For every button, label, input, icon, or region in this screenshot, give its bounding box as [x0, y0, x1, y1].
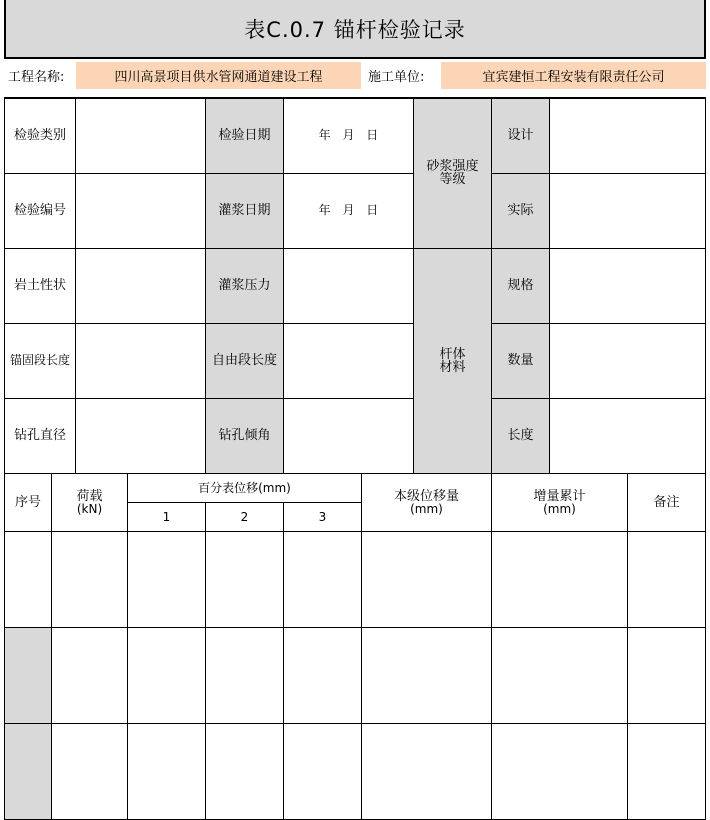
hole-diameter-value[interactable]	[76, 398, 206, 473]
row-seq-cell[interactable]	[5, 724, 52, 820]
row-cell[interactable]	[284, 724, 362, 820]
dial-col-2: 2	[206, 503, 284, 532]
inspection-date-label: 检验日期	[206, 98, 284, 173]
project-name-label: 工程名称:	[4, 62, 76, 89]
row-cell[interactable]	[362, 724, 492, 820]
mortar-strength-line1: 砂浆强度	[426, 159, 479, 175]
spec-label: 规格	[492, 248, 550, 323]
contractor-value: 宜宾建恒工程安装有限责任公司	[441, 62, 706, 89]
row-cell[interactable]	[206, 628, 284, 724]
dial-col-3: 3	[284, 503, 362, 532]
actual-value[interactable]	[550, 173, 706, 248]
remarks-header: 备注	[628, 474, 706, 532]
cumulative-unit: (mm)	[543, 501, 576, 516]
length-label: 长度	[492, 398, 550, 473]
row-cell[interactable]	[52, 628, 128, 724]
inspection-no-label: 检验编号	[5, 173, 76, 248]
row-cell[interactable]	[492, 532, 628, 628]
anchor-length-value[interactable]	[76, 323, 206, 398]
grouting-date-label: 灌浆日期	[206, 173, 284, 248]
dial-col-1: 1	[128, 503, 206, 532]
row-seq-cell[interactable]	[5, 532, 52, 628]
rod-material-label	[414, 248, 492, 473]
load-header-unit: (kN)	[76, 501, 103, 516]
table-row	[5, 532, 706, 628]
anchor-length-label: 锚固段长度	[5, 323, 76, 398]
grouting-date-value[interactable]: 年 月 日	[284, 173, 414, 248]
row-cell[interactable]	[628, 724, 706, 820]
row-cell[interactable]	[362, 532, 492, 628]
row-cell[interactable]	[128, 532, 206, 628]
grouting-pressure-label: 灌浆压力	[206, 248, 284, 323]
seq-header: 序号	[5, 474, 52, 532]
inspection-info-table	[4, 97, 706, 474]
row-cell[interactable]	[628, 628, 706, 724]
hole-diameter-label: 钻孔直径	[5, 398, 76, 473]
row-cell[interactable]	[284, 628, 362, 724]
project-name-value: 四川高景项目供水管网通道建设工程	[76, 62, 361, 89]
contractor-label: 施工单位:	[363, 62, 439, 89]
row-cell[interactable]	[362, 628, 492, 724]
free-length-value[interactable]	[284, 323, 414, 398]
hole-angle-value[interactable]	[284, 398, 414, 473]
quantity-value[interactable]	[550, 323, 706, 398]
soil-property-label: 岩土性状	[5, 248, 76, 323]
row-cell[interactable]	[52, 532, 128, 628]
cumulative-line1: 增量累计	[533, 488, 586, 504]
design-value[interactable]	[550, 98, 706, 173]
row-cell[interactable]	[52, 724, 128, 820]
row-cell[interactable]	[628, 532, 706, 628]
dial-displacement-header: 百分表位移(mm)	[128, 474, 362, 503]
spec-value[interactable]	[550, 248, 706, 323]
design-label: 设计	[492, 98, 550, 173]
row-cell[interactable]	[206, 724, 284, 820]
level-displacement-header	[362, 474, 492, 532]
load-header	[52, 474, 128, 532]
free-length-label: 自由段长度	[206, 323, 284, 398]
quantity-label: 数量	[492, 323, 550, 398]
length-value[interactable]	[550, 398, 706, 473]
hole-angle-label: 钻孔倾角	[206, 398, 284, 473]
table-row	[5, 628, 706, 724]
row-cell[interactable]	[284, 532, 362, 628]
displacement-table	[4, 473, 706, 820]
level-displacement-unit: (mm)	[410, 501, 443, 516]
mortar-strength-label	[414, 98, 492, 248]
inspection-no-value[interactable]	[76, 173, 206, 248]
rod-material-line1: 杆体	[439, 346, 466, 362]
rod-material-line2: 材料	[439, 359, 466, 375]
row-seq-cell[interactable]	[5, 628, 52, 724]
inspection-date-value[interactable]: 年 月 日	[284, 98, 414, 173]
table-row	[5, 724, 706, 820]
mortar-strength-line2: 等级	[439, 172, 466, 188]
inspection-type-value[interactable]	[76, 98, 206, 173]
row-cell[interactable]	[492, 724, 628, 820]
grouting-pressure-value[interactable]	[284, 248, 414, 323]
page-title: 表C.0.7 锚杆检验记录	[4, 0, 706, 59]
level-displacement-line1: 本级位移量	[393, 488, 459, 504]
cumulative-header	[492, 474, 628, 532]
actual-label: 实际	[492, 173, 550, 248]
row-cell[interactable]	[128, 628, 206, 724]
row-cell[interactable]	[492, 628, 628, 724]
row-cell[interactable]	[128, 724, 206, 820]
load-header-line1: 荷载	[76, 488, 103, 504]
row-cell[interactable]	[206, 532, 284, 628]
inspection-type-label: 检验类别	[5, 98, 76, 173]
soil-property-value[interactable]	[76, 248, 206, 323]
